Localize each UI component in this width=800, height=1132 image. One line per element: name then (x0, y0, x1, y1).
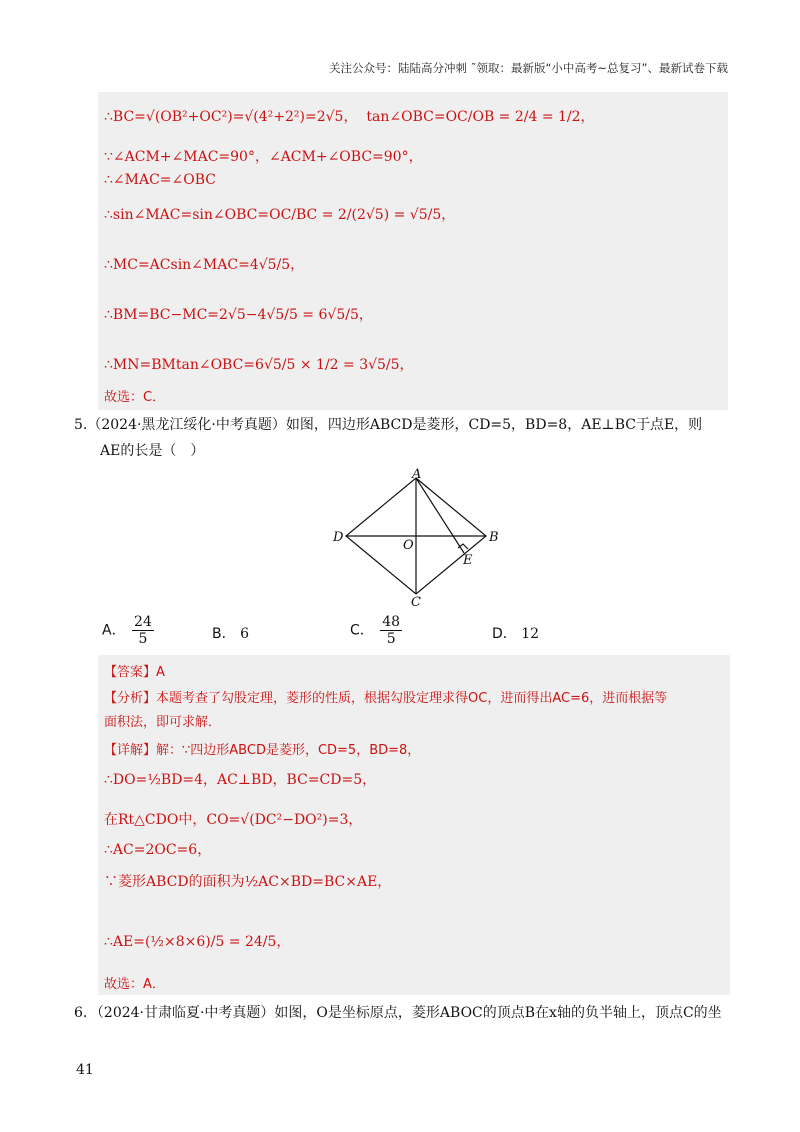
option-a[interactable]: A． $\frac{24}{5}$ (102, 614, 152, 647)
page-header: 关注公众号：陆陆高分冲刺 ˜领取：最新版“小中高考~总复习”、最新试卷下载 (329, 61, 728, 75)
solution-line-4: ∴sin∠MAC=sin∠OBC=OC/BC = 2/(2√5) = √5/5， (104, 207, 456, 223)
option-b[interactable]: B． 6 (212, 626, 249, 642)
segment-ae (416, 478, 464, 553)
label-b: B (489, 530, 499, 545)
label-o: O (403, 538, 414, 553)
detail-line-1: 【详解】解：∵四边形ABCD是菱形，CD=5，BD=8， (104, 743, 421, 758)
rhombus-figure (326, 468, 516, 608)
label-d: D (333, 530, 344, 545)
solution-line-3: ∴∠MAC=∠OBC (104, 172, 216, 188)
detail-line-2: ∴DO=½BD=4，AC⊥BD，BC=CD=5， (104, 772, 377, 788)
label-c: C (411, 595, 421, 608)
question-5-stem: 5.（2024·黑龙江绥化·中考真题）如图，四边形ABCD是菱形，CD=5，BD=8，AE⊥BC于点E，则 AE的长是（ ） (74, 417, 703, 459)
detail-line-5: ∵菱形ABCD的面积为½AC×BD=BC×AE， (104, 874, 392, 890)
right-angle-mark (458, 544, 468, 549)
option-d[interactable]: D． 12 (492, 626, 540, 642)
solution-line-7: ∴MN=BMtan∠OBC=6√5/5 × 1/2 = 3√5/5， (104, 357, 414, 373)
q5-solution-block (98, 655, 730, 995)
question-6-stem: 6．（2024·甘肃临夏·中考真题）如图，O是坐标原点，菱形ABOC的顶点B在x轴的负半轴上，顶点C的坐 (74, 1005, 722, 1021)
solution-line-2: ∵∠ACM+∠MAC=90°，∠ACM+∠OBC=90°， (104, 149, 423, 165)
prev-solution-block (98, 92, 728, 410)
analysis-line-2: 面积法，即可求解． (104, 715, 222, 730)
page-number: 41 (76, 1062, 94, 1078)
detail-line-4: ∴AC=2OC=6， (104, 842, 212, 858)
solution-line-6: ∴BM=BC−MC=2√5−4√5/5 = 6√5/5， (104, 307, 373, 323)
choice-line-q5: 故选：A． (104, 977, 165, 992)
analysis-line-1: 【分析】本题考查了勾股定理，菱形的性质，根据勾股定理求得OC，进而得出AC=6，进而根据等 (104, 691, 668, 706)
option-c[interactable]: C． $\frac{48}{5}$ (350, 614, 401, 647)
label-e: E (463, 553, 473, 568)
label-a: A (412, 468, 422, 482)
solution-line-1: ∴BC=√(OB²+OC²)=√(4²+2²)=2√5， tan∠OBC=OC/OB = 2/4 = 1/2， (104, 109, 595, 125)
solution-line-5: ∴MC=ACsin∠MAC=4√5/5， (104, 257, 305, 273)
detail-line-3: 在Rt△CDO中，CO=√(DC²−DO²)=3， (104, 812, 363, 828)
detail-line-6: ∴AE=(½×8×6)/5 = 24/5， (104, 934, 291, 950)
choice-line: 故选：C． (104, 390, 166, 405)
answer-line: 【答案】A (104, 665, 165, 680)
